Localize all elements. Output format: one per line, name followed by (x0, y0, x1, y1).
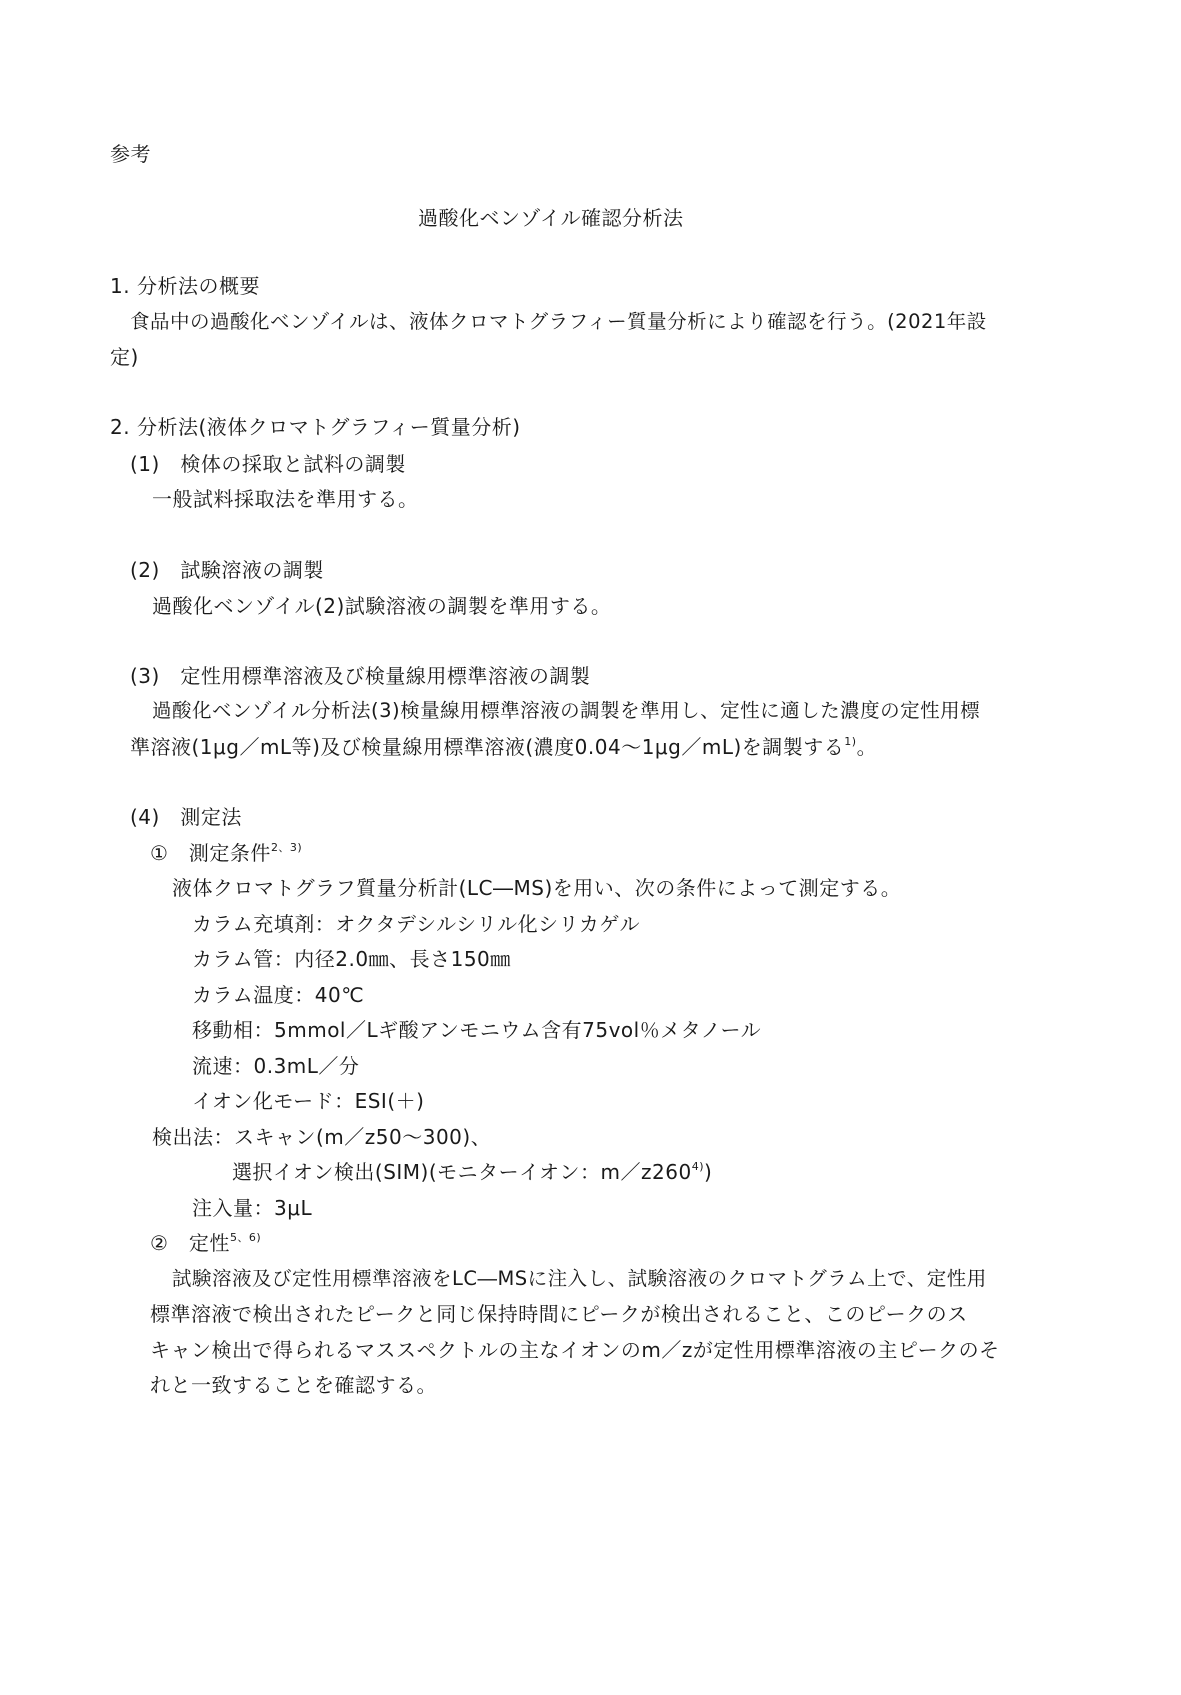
subsection-3-body-line-1: 過酸化ベンゾイル分析法(3)検量線用標準溶液の調製を準用し、定性に適した濃度の定性用標 (152, 699, 981, 722)
detection-method-line-2 (232, 1158, 712, 1186)
subsection-1-body: 一般試料採取法を準用する。 (152, 487, 419, 511)
section-1-body-line-1: 食品中の過酸化ベンゾイルは、液体クロマトグラフィー質量分析により確認を行う。(2021年設 (130, 310, 987, 333)
subsection-2-body: 過酸化ベンゾイル(2)試験溶液の調製を準用する。 (152, 594, 612, 618)
section-1-body-line-2: 定) (110, 345, 139, 369)
document-title: 過酸化ベンゾイル確認分析法 (418, 206, 684, 230)
footnote-ref-2-3: 2、3) (270, 841, 303, 854)
measurement-conditions-heading-text: ① 測定条件 (150, 841, 271, 865)
condition-column-tube: カラム管：内径2.0㎜、長さ150㎜ (192, 947, 511, 971)
condition-flow-rate: 流速：0.3mL／分 (192, 1054, 360, 1078)
condition-mobile-phase: 移動相：5mmol／Lギ酸アンモニウム含有75vol％メタノール (192, 1018, 762, 1042)
qualitative-heading-text: ② 定性 (150, 1231, 230, 1255)
detection-method-line-2-end: ) (704, 1160, 713, 1184)
footnote-ref-1: 1) (844, 735, 857, 748)
qualitative-body-line-4: れと一致することを確認する。 (150, 1373, 437, 1397)
section-1-heading: 1. 分析法の概要 (110, 274, 260, 298)
detection-method-line-1: 検出法：スキャン(m／z50～300)、 (152, 1125, 492, 1149)
qualitative-heading (150, 1229, 261, 1257)
qualitative-body-line-3: キャン検出で得られるマススペクトルの主なイオンのm／zが定性用標準溶液の主ピークのそ (150, 1338, 1000, 1362)
qualitative-body-line-2: 標準溶液で検出されたピークと同じ保持時間にピークが検出されること、このピークのス (150, 1302, 968, 1326)
condition-column-temperature: カラム温度：40℃ (192, 983, 365, 1007)
condition-ionization-mode: イオン化モード：ESI(＋) (192, 1089, 425, 1113)
subsection-3-body-line-2 (130, 733, 877, 761)
injection-volume: 注入量：3μL (192, 1196, 313, 1220)
qualitative-body-line-1: 試験溶液及び定性用標準溶液をLC―MSに注入し、試験溶液のクロマトグラム上で、定性用 (172, 1267, 987, 1290)
reference-label: 参考 (110, 142, 151, 166)
measurement-conditions-heading (150, 839, 302, 867)
section-2-heading: 2. 分析法(液体クロマトグラフィー質量分析) (110, 415, 521, 439)
subsection-3-body-line-2-text: 準溶液(1μg／mL等)及び検量線用標準溶液(濃度0.04～1μg／mL)を調製する (130, 735, 845, 759)
subsection-3-body-line-2-end: 。 (856, 735, 878, 759)
condition-column-packing: カラム充填剤：オクタデシルシリル化シリカゲル (192, 912, 640, 936)
subsection-1-heading: (1) 検体の採取と試料の調製 (130, 452, 406, 476)
subsection-4-heading: (4) 測定法 (130, 805, 242, 829)
measurement-intro: 液体クロマトグラフ質量分析計(LC―MS)を用い、次の条件によって測定する。 (172, 876, 902, 900)
subsection-2-heading: (2) 試験溶液の調製 (130, 558, 324, 582)
footnote-ref-4: 4) (691, 1160, 705, 1173)
footnote-ref-5-6: 5、6) (229, 1231, 262, 1244)
subsection-3-heading: (3) 定性用標準溶液及び検量線用標準溶液の調製 (130, 664, 591, 688)
detection-method-line-2-text: 選択イオン検出(SIM)(モニターイオン：m／z260 (232, 1160, 692, 1184)
